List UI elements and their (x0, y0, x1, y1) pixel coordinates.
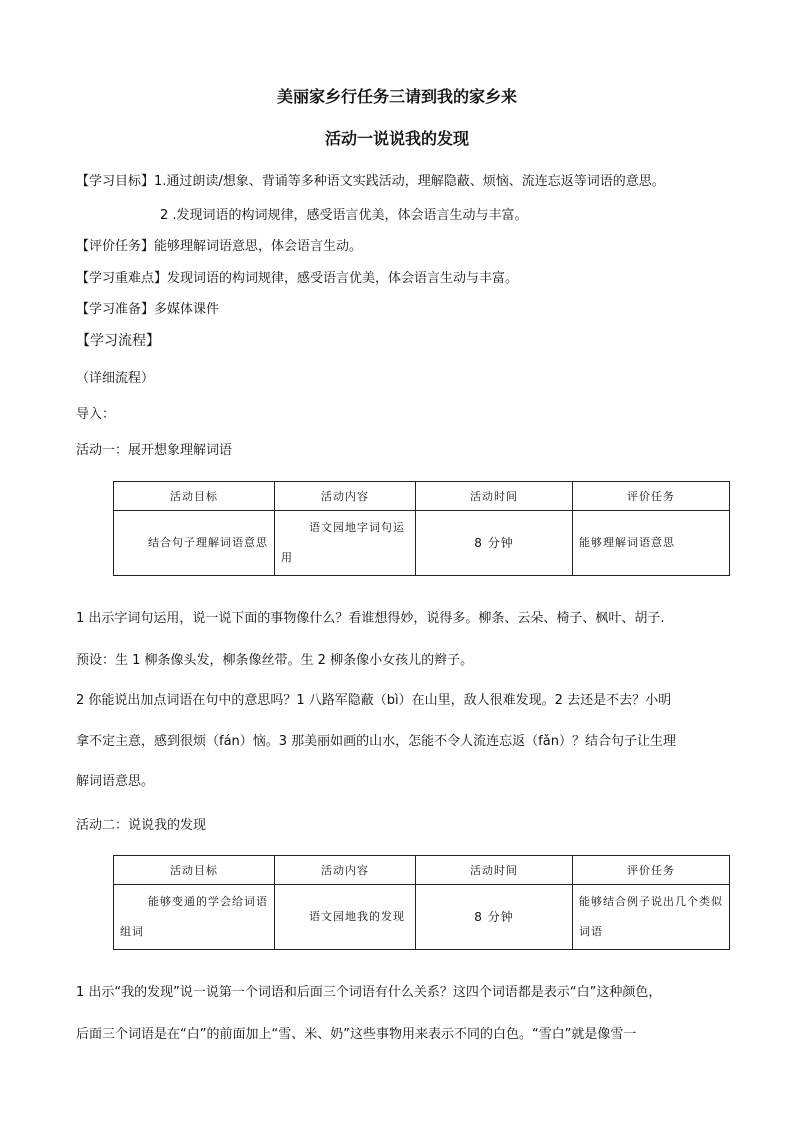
table-header-cell: 活动内容 (275, 482, 416, 511)
paragraph-3-line-1: 2 你能说出加点词语在句中的意思吗？1 八路军隐蔽（bì）在山里，敌人很难发现。2 去还是不去？小明 (76, 693, 672, 708)
table-cell-time: 8 分钟 (416, 511, 573, 576)
table-header-cell: 活动目标 (114, 856, 275, 885)
table-cell-evaluation: 能够理解词语意思 (573, 511, 730, 576)
key-points: 【学习重难点】发现词语的构词规律，感受语言优美，体会语言生动与丰富。 (76, 271, 519, 286)
paragraph-4-line-1: 1 出示“我的发现”说一说第一个词语和后面三个词语有什么关系？这四个词语都是表示“白”这种颜色， (76, 985, 662, 1000)
activity-1-table (113, 481, 730, 576)
intro-label: 导入： (76, 407, 116, 422)
table-header-cell: 活动内容 (275, 856, 416, 885)
paragraph-1: 1 出示字词句运用，说一说下面的事物像什么？看谁想得妙，说得多。柳条、云朵、椅子、枫叶、胡子. (76, 611, 665, 626)
table-header-cell: 活动时间 (416, 482, 573, 511)
document-title: 美丽家乡行任务三请到我的家乡来 (276, 87, 517, 106)
paragraph-2: 预设：生 1 柳条像头发，柳条像丝带。生 2 柳条像小女孩儿的辫子。 (76, 653, 474, 668)
evaluation-task: 【评价任务】能够理解词语意思，体会语言生动。 (76, 239, 363, 254)
table-cell-content: 语文园地字词句运用 (275, 511, 416, 576)
table-header-cell: 活动目标 (114, 482, 275, 511)
document-subtitle: 活动一说说我的发现 (324, 129, 469, 148)
table-row (114, 511, 730, 576)
table-cell-content: 语文园地我的发现 (275, 885, 416, 950)
paragraph-4-line-2: 后面三个词语是在“白”的前面加上“雪、米、奶”这些事物用来表示不同的白色。“雪白”就是像雪一 (76, 1027, 637, 1042)
table-header-cell: 活动时间 (416, 856, 573, 885)
table-header-row (114, 856, 730, 885)
table-header-cell: 评价任务 (573, 856, 730, 885)
learning-goal-line-1: 【学习目标】1.通过朗读/想象、背诵等多种语文实践活动，理解隐蔽、烦恼、流连忘返等词语的意思。 (76, 174, 665, 189)
table-cell-evaluation: 能够结合例子说出几个类似词语 (573, 885, 730, 950)
activity-2-table (113, 855, 730, 950)
table-cell-goal: 能够变通的学会给词语组词 (114, 885, 275, 950)
activity-2-label: 活动二：说说我的发现 (76, 818, 207, 833)
table-cell-time: 8 分钟 (416, 885, 573, 950)
paragraph-3-line-3: 解词语意思。 (76, 774, 155, 789)
learning-preparation: 【学习准备】多媒体课件 (76, 302, 220, 317)
table-header-row (114, 482, 730, 511)
learning-goal-line-2: 2 .发现词语的构词规律，感受语言优美，体会语言生动与丰富。 (160, 208, 528, 223)
paragraph-3-line-2: 拿不定主意，感到很烦（fán）恼。3 那美丽如画的山水，怎能不令人流连忘返（fǎn）？结合句子让生理 (76, 734, 676, 749)
activity-1-label: 活动一：展开想象理解词语 (76, 443, 233, 458)
table-header-cell: 评价任务 (573, 482, 730, 511)
learning-flow-heading: 【学习流程】 (76, 333, 160, 349)
table-cell-goal: 结合句子理解词语意思 (114, 511, 275, 576)
table-row (114, 885, 730, 950)
detailed-flow-note: （详细流程） (76, 371, 155, 386)
